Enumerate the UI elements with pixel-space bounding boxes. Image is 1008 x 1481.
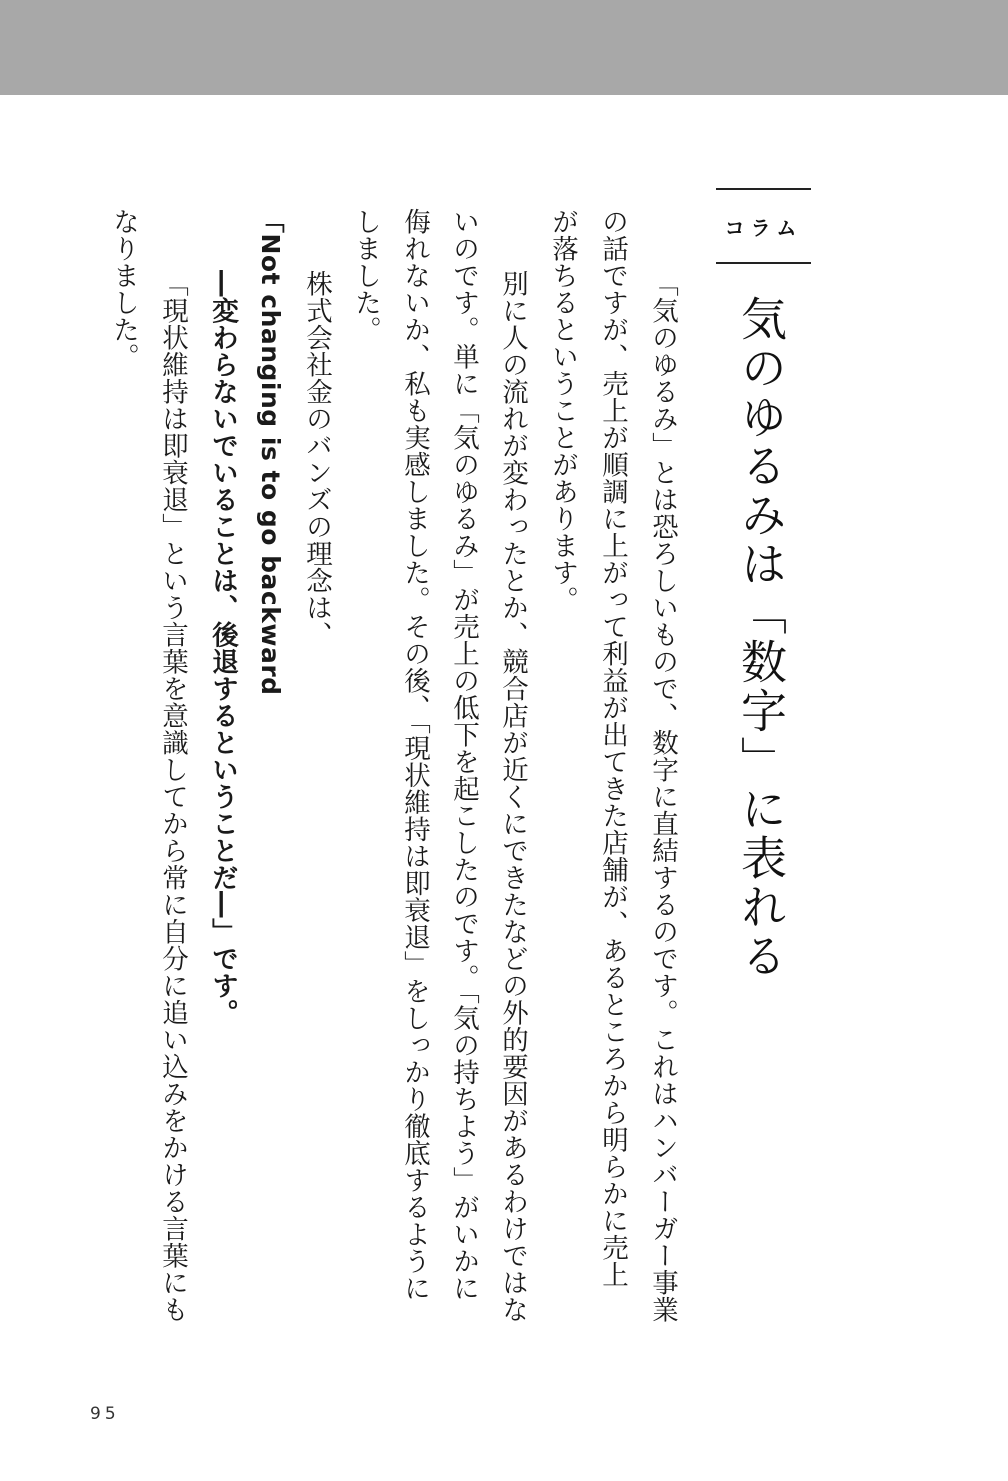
body-line-6: 侮れないか、私も実感しました。その後、「現状維持は即衰退」をしっかり徹底するように (399, 208, 430, 1302)
page-number: 95 (90, 1404, 120, 1424)
header-band (0, 0, 1008, 95)
body-line-1: 「気のゆるみ」とは恐ろしいもので、数字に直結するのです。これはハンバーガー事業 (647, 270, 678, 1323)
column-title: 気のゆるみは「数字」に表れる (734, 295, 788, 981)
body-line-12: なりました。 (108, 208, 139, 370)
body-line-5: いのです。単に「気のゆるみ」が売上の低下を起こしたのです。「気の持ちよう」がいかに (448, 208, 479, 1302)
body-line-8: 株式会社金のバンズの理念は、 (301, 270, 332, 648)
motto-japanese: ―変わらないでいることは、後退するということだ―」です。 (207, 270, 238, 1026)
body-line-4: 別に人の流れが変わったとか、競合店が近くにできたなどの外的要因があるわけではな (497, 270, 528, 1323)
column-label: コラム (716, 188, 811, 264)
body-line-11: 「現状維持は即衰退」という言葉を意識してから常に自分に追い込みをかける言葉にも (157, 270, 188, 1323)
body-line-2: の話ですが、売上が順調に上がって利益が出てきた店舗が、あるところから明らかに売上 (597, 208, 628, 1288)
body-line-7: しました。 (350, 208, 381, 343)
body-line-3: が落ちるということがあります。 (547, 208, 578, 613)
motto-english: 「Not changing is to go backward (256, 208, 285, 696)
